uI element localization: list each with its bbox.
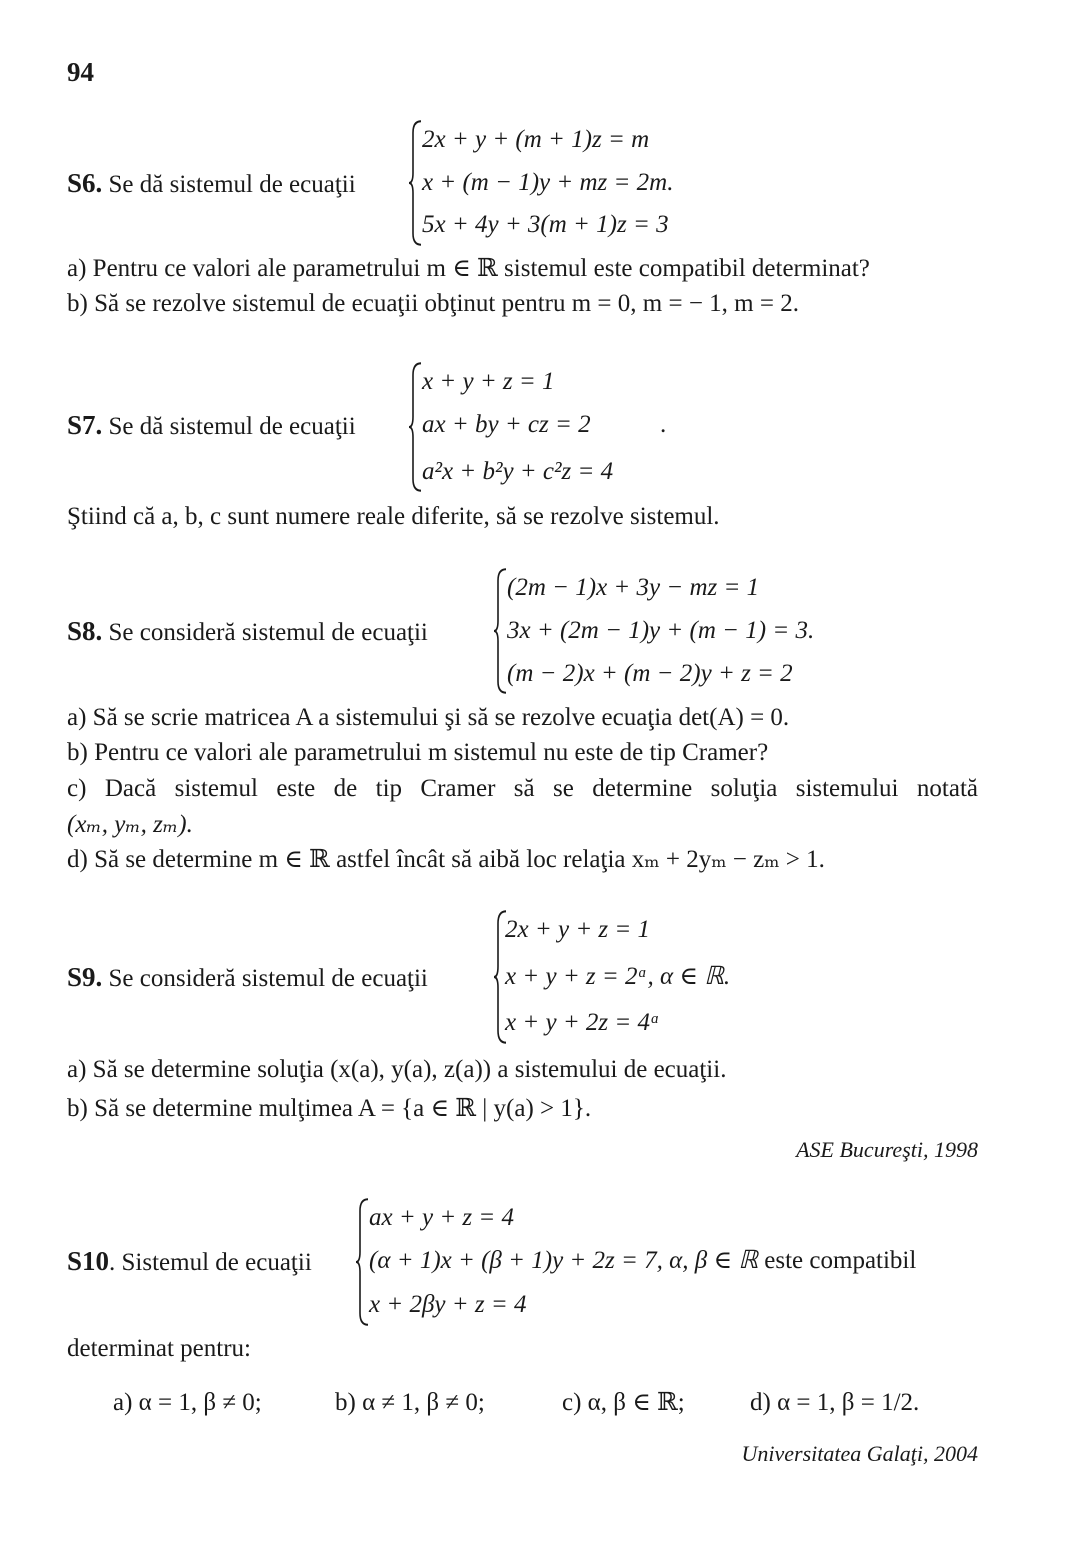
s7-trailing-period: . xyxy=(660,411,667,438)
s8-question-c: c) Dacă sistemul este de tip Cramer să se determine soluţia sistemului notată xyxy=(67,775,978,802)
s7-heading: S7. Se dă sistemul de ecuaţii xyxy=(67,410,356,440)
s10-option-c: c) α, β ∈ ℝ; xyxy=(562,1389,685,1416)
s7-equation-1: x + y + z = 1 xyxy=(422,368,555,395)
s10-equation-2-line xyxy=(369,1246,916,1276)
s7-equation-2: ax + by + cz = 2 xyxy=(422,411,591,438)
s6-equation-2: x + (m − 1)y + mz = 2m. xyxy=(422,169,674,196)
s6-question-b: b) Să se rezolve sistemul de ecuaţii obţinut pentru m = 0, m = − 1, m = 2. xyxy=(67,290,799,317)
s10-source: Universitatea Galaţi, 2004 xyxy=(741,1441,978,1466)
s10-equation-3: x + 2βy + z = 4 xyxy=(369,1291,527,1318)
s10-equation-2: (α + 1)x + (β + 1)y + 2z = 7, α, β ∈ ℝ xyxy=(369,1247,759,1274)
s6-question-a: a) Pentru ce valori ale parametrului m ∈ ℝ sistemul este compatibil determinat? xyxy=(67,255,870,282)
s10-option-b: b) α ≠ 1, β ≠ 0; xyxy=(335,1389,485,1416)
s8-heading: S8. Se consideră sistemul de ecuaţii xyxy=(67,616,428,646)
s8-question-b: b) Pentru ce valori ale parametrului m sistemul nu este de tip Cramer? xyxy=(67,739,769,766)
s9-heading: S9. Se consideră sistemul de ecuaţii xyxy=(67,962,428,992)
s10-continuation: determinat pentru: xyxy=(67,1335,251,1362)
s10-equation-1: ax + y + z = 4 xyxy=(369,1204,515,1231)
s9-equation-1: 2x + y + z = 1 xyxy=(505,916,651,943)
s10-option-d: d) α = 1, β = 1/2. xyxy=(750,1389,920,1416)
s8-equation-2: 3x + (2m − 1)y + (m − 1) = 3. xyxy=(507,617,815,644)
brace-icon xyxy=(355,1198,369,1326)
s8-question-a: a) Să se scrie matricea A a sistemului şi să se rezolve ecuaţia det(A) = 0. xyxy=(67,704,790,731)
s9-equation-3: x + y + 2z = 4ᵅ xyxy=(505,1009,660,1036)
page-number: 94 xyxy=(67,57,94,87)
s8-question-c-notation: (xₘ, yₘ, zₘ). xyxy=(67,811,193,838)
s6-equation-3: 5x + 4y + 3(m + 1)z = 3 xyxy=(422,211,669,238)
s8-equation-1: (2m − 1)x + 3y − mz = 1 xyxy=(507,574,760,601)
s10-trailing-text: este compatibil xyxy=(758,1247,917,1274)
s6-heading: S6. Se dă sistemul de ecuaţii xyxy=(67,168,356,198)
s9-question-b: b) Să se determine mulţimea A = {a ∈ ℝ | y(a) > 1}. xyxy=(67,1095,592,1122)
s7-note: Ştiind că a, b, c sunt numere reale diferite, să se rezolve sistemul. xyxy=(67,503,720,530)
brace-icon xyxy=(493,568,507,694)
s9-question-a: a) Să se determine soluţia (x(a), y(a), z(a)) a sistemului de ecuaţii. xyxy=(67,1056,727,1083)
s7-equation-3: a²x + b²y + c²z = 4 xyxy=(422,458,614,485)
brace-icon xyxy=(408,362,422,492)
s10-heading: S10. Sistemul de ecuaţii xyxy=(67,1246,312,1276)
s9-equation-2: x + y + z = 2ᵅ, α ∈ ℝ. xyxy=(505,963,731,990)
s9-source: ASE Bucureşti, 1998 xyxy=(796,1137,978,1162)
s8-equation-3: (m − 2)x + (m − 2)y + z = 2 xyxy=(507,660,793,687)
s6-equation-1: 2x + y + (m + 1)z = m xyxy=(422,126,650,153)
s8-question-d: d) Să se determine m ∈ ℝ astfel încât să aibă loc relaţia xₘ + 2yₘ − zₘ > 1. xyxy=(67,846,825,873)
s10-option-a: a) α = 1, β ≠ 0; xyxy=(113,1389,262,1416)
brace-icon xyxy=(408,120,422,246)
